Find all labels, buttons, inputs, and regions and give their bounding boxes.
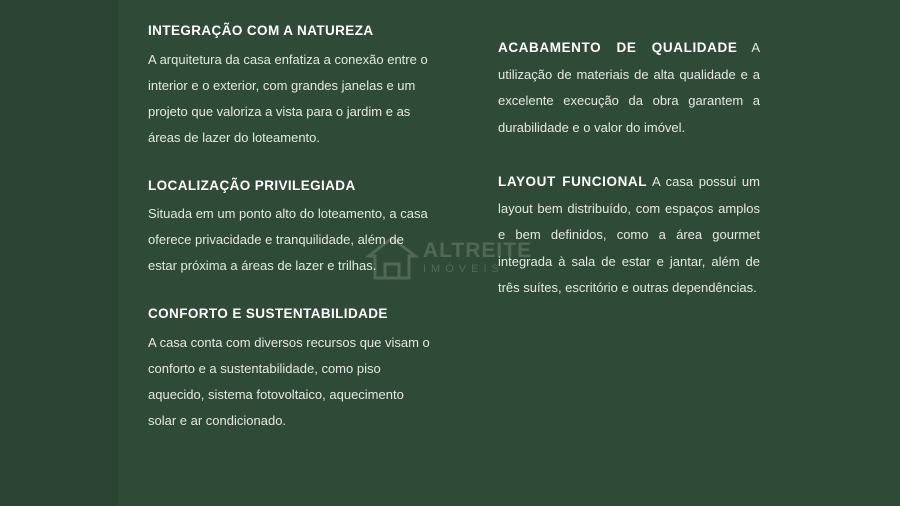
feature-block-acabamento (498, 35, 760, 141)
feature-heading: LAYOUT FUNCIONAL (497, 174, 648, 189)
feature-heading: CONFORTO E SUSTENTABILIDADE (148, 306, 388, 322)
feature-body: A utilização de materiais de alta qualidade e a excelente execução da obra garantem a durabilidade e o valor do imóvel. (497, 40, 760, 135)
left-column (148, 22, 453, 484)
feature-block-localizacao (148, 177, 433, 280)
feature-block-conforto (148, 305, 433, 434)
feature-paragraph (498, 169, 760, 302)
feature-block-layout (498, 169, 760, 302)
feature-body: Situada em um ponto alto do loteamento, a casa oferece privacidade e tranquilidade, além de estar próxima a áreas de lazer e trilhas. (148, 206, 428, 274)
feature-paragraph (498, 35, 760, 141)
right-column (498, 22, 760, 484)
feature-body: A casa conta com diversos recursos que visam o conforto e a sustentabilidade, como piso aquecido, sistema fotovoltaico, aquecimento solar e ar condicionado. (148, 334, 430, 428)
feature-block-integracao (148, 22, 433, 151)
watermark-title: ALTREITE (423, 239, 533, 262)
feature-heading: ACABAMENTO DE QUALIDADE (497, 40, 738, 55)
feature-body: A arquitetura da casa enfatiza a conexão entre o interior e o exterior, com grandes janelas e um projeto que valoriza a vista para o jardim e as áreas de lazer do loteamento. (148, 51, 428, 145)
feature-body: A casa possui um layout bem distribuído, com espaços amplos e bem definidos, como a área gourmet integrada à sala de estar e jantar, além de três suítes, escritório e outras dependências. (497, 174, 760, 295)
watermark-subtitle: IMÓVEIS (423, 263, 504, 275)
feature-heading: INTEGRAÇÃO COM A NATUREZA (148, 23, 374, 38)
feature-heading: LOCALIZAÇÃO PRIVILEGIADA (148, 177, 356, 193)
